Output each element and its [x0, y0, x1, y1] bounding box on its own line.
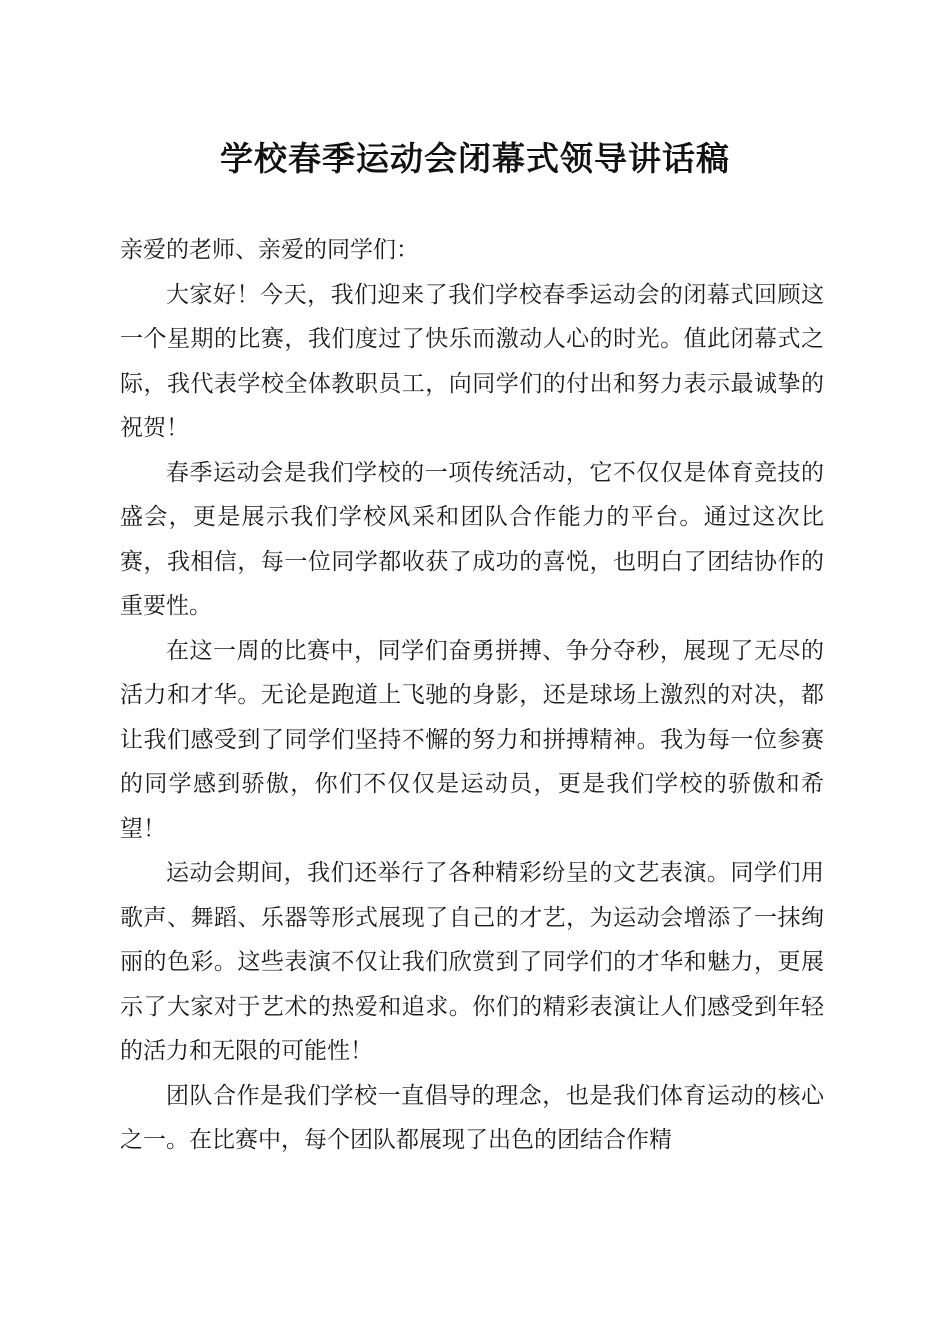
- paragraph-5: 团队合作是我们学校一直倡导的理念，也是我们体育运动的核心之一。在比赛中，每个团队都展现了出色的团结合作精: [120, 1082, 824, 1153]
- paragraph-3: 在这一周的比赛中，同学们奋勇拼搏、争分夺秒，展现了无尽的活力和才华。无论是跑道上飞驰的身影，还是球场上激烈的对决，都让我们感受到了同学们坚持不懈的努力和拼搏精神。我为每一位参赛的同学感到骄傲，你们不仅仅是运动员，更是我们学校的骄傲和希望！: [120, 637, 824, 842]
- document-title: 学校春季运动会闭幕式领导讲话稿: [220, 139, 730, 178]
- greeting-line: 亲爱的老师、亲爱的同学们：: [120, 237, 419, 263]
- document-body: [120, 228, 824, 1163]
- paragraph-4: 运动会期间，我们还举行了各种精彩纷呈的文艺表演。同学们用歌声、舞蹈、乐器等形式展现了自己的才艺，为运动会增添了一抹绚丽的色彩。这些表演不仅让我们欣赏到了同学们的才华和魅力，更展示了大家对于艺术的热爱和追求。你们的精彩表演让人们感受到年轻的活力和无限的可能性！: [120, 860, 824, 1064]
- paragraph-1: 大家好！今天，我们迎来了我们学校春季运动会的闭幕式回顾这一个星期的比赛，我们度过了快乐而激动人心的时光。值此闭幕式之际，我代表学校全体教职员工，向同学们的付出和努力表示最诚挚的祝贺！: [120, 281, 824, 441]
- paragraph-2: 春季运动会是我们学校的一项传统活动，它不仅仅是体育竞技的盛会，更是展示我们学校风采和团队合作能力的平台。通过这次比赛，我相信，每一位同学都收获了成功的喜悦，也明白了团结协作的重要性。: [120, 459, 824, 619]
